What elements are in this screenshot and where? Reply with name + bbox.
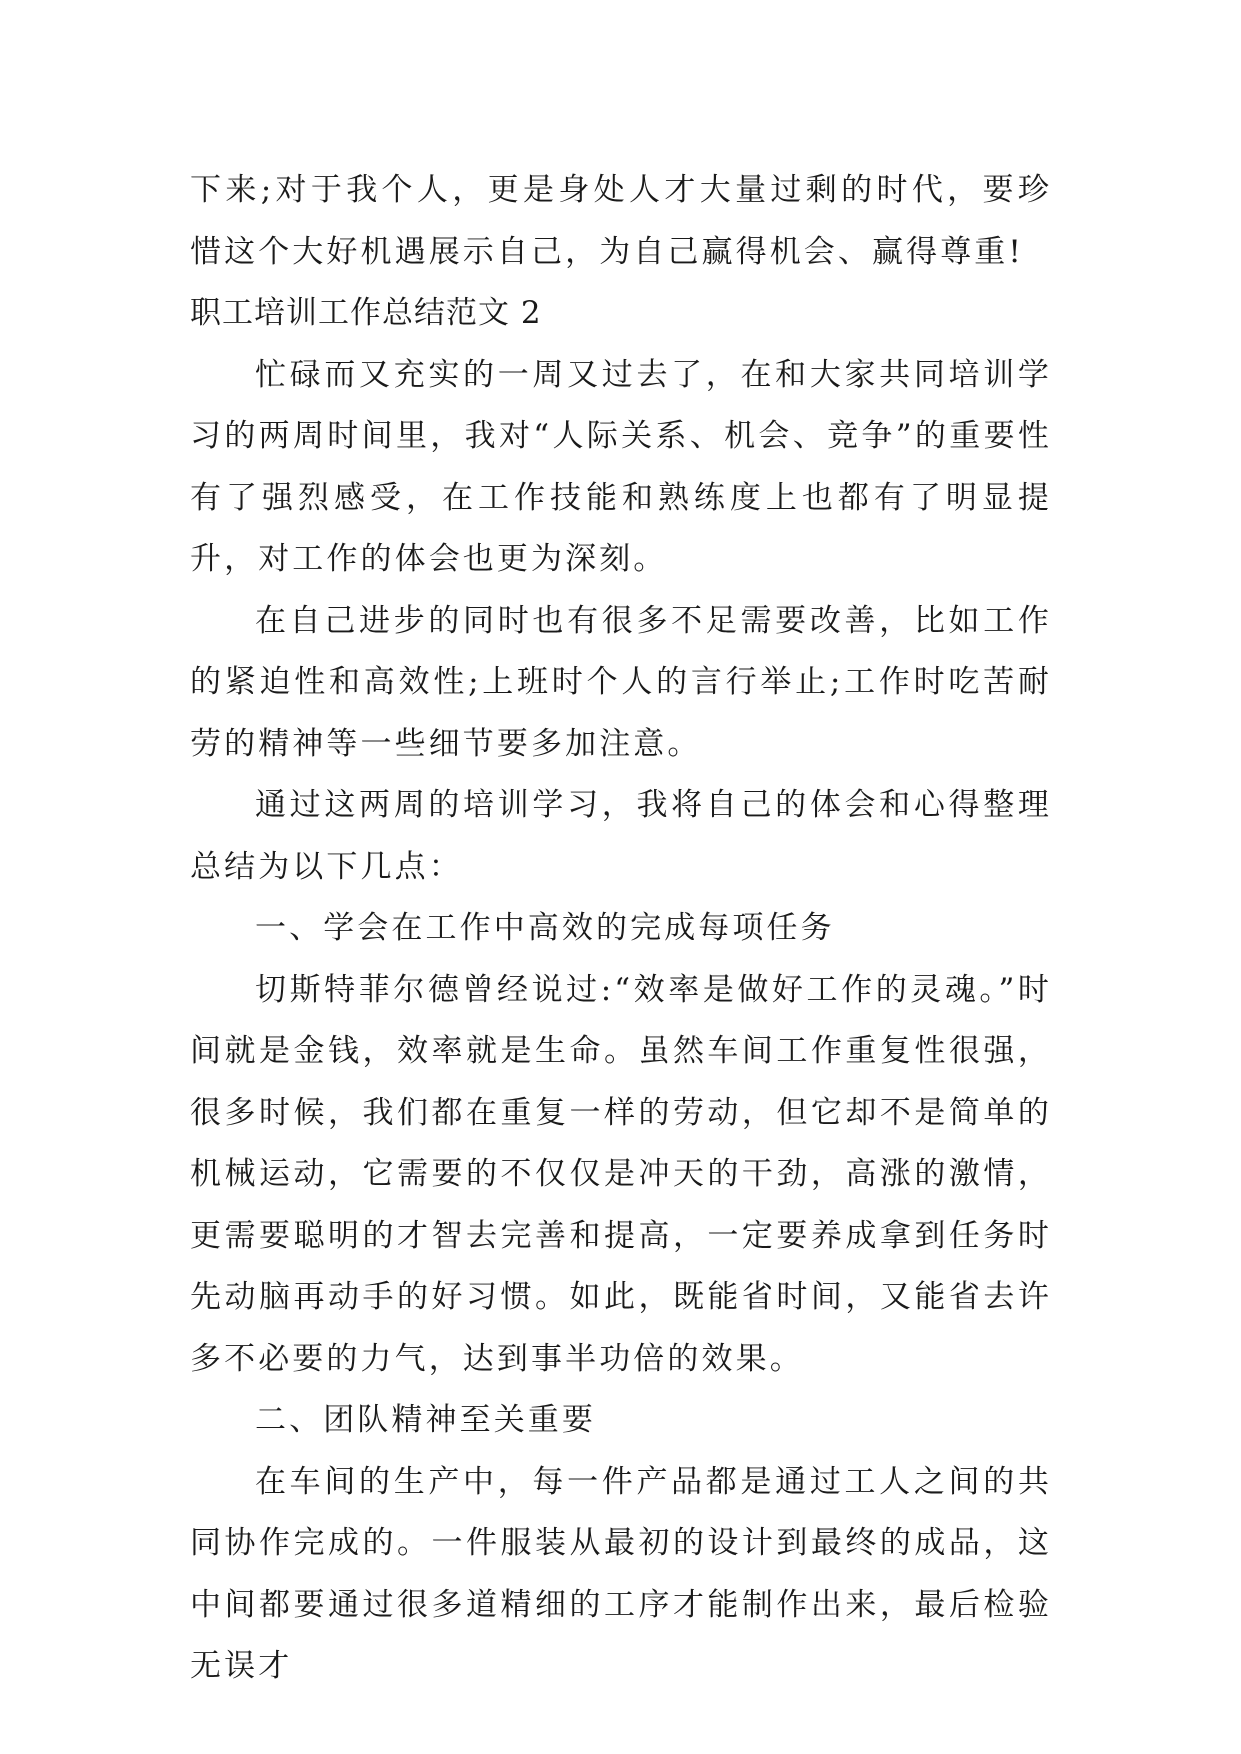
- paragraph-shortcomings: 在自己进步的同时也有很多不足需要改善，比如工作的紧迫性和高效性;上班时个人的言行举止;工作时吃苦耐劳的精神等一些细节要多加注意。: [190, 602, 1052, 762]
- paragraph-teamwork: 在车间的生产中，每一件产品都是通过工人之间的共同协作完成的。一件服装从最初的设计到最终的成品，这中间都要通过很多道精细的工序才能制作出来，最后检验无误才: [190, 1463, 1052, 1684]
- document-body: [190, 160, 1052, 1698]
- paragraph-continuation: 下来;对于我个人，更是身处人才大量过剩的时代，要珍惜这个大好机遇展示自己，为自己赢得机会、赢得尊重!: [190, 172, 1052, 270]
- subheading-efficiency: 一、学会在工作中高效的完成每项任务: [255, 910, 835, 946]
- section-title: 职工培训工作总结范文 2: [190, 295, 542, 331]
- paragraph-summary-lead: 通过这两周的培训学习，我将自己的体会和心得整理总结为以下几点：: [190, 787, 1052, 885]
- paragraph-intro: 忙碌而又充实的一周又过去了，在和大家共同培训学习的两周时间里，我对“人际关系、机会、竞争”的重要性有了强烈感受，在工作技能和熟练度上也都有了明显提升，对工作的体会也更为深刻。: [190, 356, 1052, 577]
- subheading-teamwork: 二、团队精神至关重要: [255, 1402, 596, 1438]
- paragraph-efficiency: 切斯特菲尔德曾经说过:“效率是做好工作的灵魂。”时间就是金钱，效率就是生命。虽然车间工作重复性很强，很多时候，我们都在重复一样的劳动，但它却不是简单的机械运动，它需要的不仅仅是冲天的干劲，高涨的激情，更需要聪明的才智去完善和提高，一定要养成拿到任务时先动脑再动手的好习惯。如此，既能省时间，又能省去许多不必要的力气，达到事半功倍的效果。: [190, 971, 1052, 1377]
